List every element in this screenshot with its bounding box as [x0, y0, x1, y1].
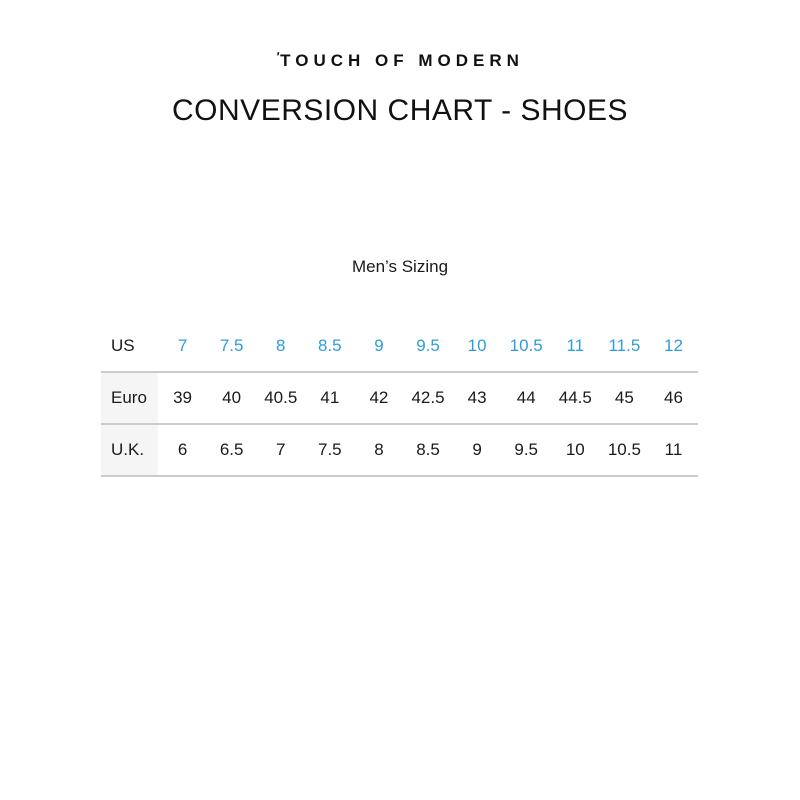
size-value-cell: 7	[276, 440, 286, 459]
size-table	[101, 321, 698, 477]
size-value-cell: 9	[374, 336, 384, 355]
size-value-cell: 43	[467, 388, 487, 407]
table-row-uk	[101, 425, 698, 477]
size-value-cell: 45	[614, 388, 634, 407]
brand-logo-text: TOUCH OF MODERN	[280, 51, 524, 70]
size-value-cell: 8.5	[318, 336, 342, 355]
size-value-cell: 11	[664, 440, 683, 459]
size-value-cell: 7	[177, 336, 188, 355]
brand-logo	[0, 48, 800, 71]
size-value-cell: 40.5	[264, 388, 298, 407]
logo-tick-mark: ʹ	[274, 48, 281, 65]
size-value-cell: 6.5	[219, 440, 244, 459]
size-value-cell: 46	[664, 388, 683, 407]
size-value-cell: 7.5	[318, 440, 342, 459]
size-value-cell: 9.5	[514, 440, 539, 459]
size-value-cell: 44	[516, 388, 536, 407]
size-value-cell: 8.5	[416, 440, 440, 459]
page-title: CONVERSION CHART - SHOES	[172, 94, 628, 127]
size-value-cell: 6	[177, 440, 188, 459]
size-value-cell: 9	[472, 440, 482, 459]
size-value-cell: 11.5	[608, 336, 641, 355]
section-label-mens-sizing: Men’s Sizing	[351, 257, 449, 276]
size-value-cell: 8	[276, 336, 286, 355]
size-value-cell: 10.5	[509, 336, 543, 355]
size-value-cell: 9.5	[416, 336, 440, 355]
size-value-cell: 41	[320, 388, 340, 407]
size-value-cell: 42.5	[411, 388, 445, 407]
size-value-cell: 12	[664, 336, 683, 355]
size-value-cell: 10	[565, 440, 585, 459]
row-label-uk: U.K.	[101, 425, 158, 475]
size-value-cell: 39	[173, 388, 192, 407]
size-value-cell: 42	[369, 388, 389, 407]
table-row-us	[101, 321, 698, 373]
row-label-us: US	[111, 336, 135, 355]
size-value-cell: 44.5	[558, 388, 592, 407]
size-value-cell: 10.5	[607, 440, 641, 459]
size-value-cell: 11	[566, 336, 585, 355]
size-value-cell: 10	[467, 336, 487, 355]
size-value-cell: 8	[374, 440, 384, 459]
size-value-cell: 40	[222, 388, 242, 407]
row-label-euro: Euro	[101, 373, 158, 423]
table-row-euro	[101, 373, 698, 425]
size-value-cell: 7.5	[219, 336, 244, 355]
